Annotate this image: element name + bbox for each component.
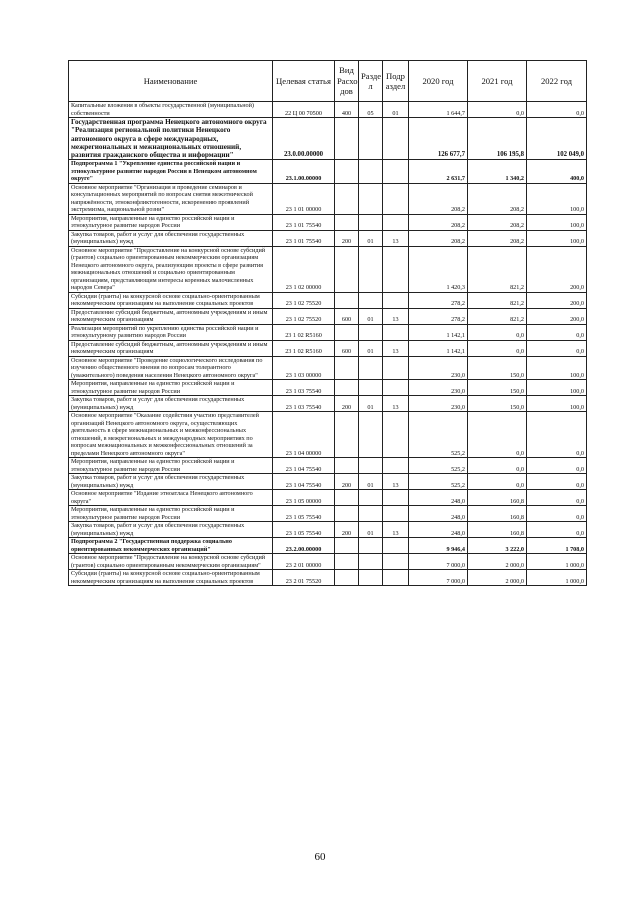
row-2020: 525,2 <box>409 412 468 458</box>
row-2021: 0,0 <box>468 412 527 458</box>
row-exp-type: 600 <box>335 340 359 356</box>
row-target: 23 1 03 00000 <box>273 356 335 380</box>
table-row <box>69 214 587 230</box>
row-target: 23 1 01 00000 <box>273 183 335 214</box>
row-2021: 0,0 <box>468 340 527 356</box>
row-2022: 400,0 <box>527 160 587 184</box>
row-2020: 1 420,3 <box>409 246 468 292</box>
table-row <box>69 412 587 458</box>
row-section: 01 <box>359 522 383 538</box>
row-target: 23.2.00.00000 <box>273 538 335 554</box>
row-name: Субсидии (гранты) на конкурсной основе социально-ориентированным некоммерческим организациям на выполнение социальных проектов <box>69 570 273 586</box>
row-2021: 821,2 <box>468 292 527 308</box>
row-2020: 230,0 <box>409 356 468 380</box>
row-name: Мероприятия, направленные на единство российской нации и этнокультурное развитие народов России <box>69 214 273 230</box>
row-2022: 0,0 <box>527 412 587 458</box>
row-subsection <box>383 118 409 160</box>
row-2021: 106 195,8 <box>468 118 527 160</box>
row-2022: 100,0 <box>527 380 587 396</box>
row-exp-type <box>335 214 359 230</box>
table-row <box>69 308 587 324</box>
row-subsection <box>383 570 409 586</box>
row-subsection <box>383 538 409 554</box>
row-2022: 0,0 <box>527 506 587 522</box>
row-2020: 525,2 <box>409 474 468 490</box>
row-subsection <box>383 412 409 458</box>
row-name: Закупка товаров, работ и услуг для обеспечения государственных (муниципальных) нужд <box>69 474 273 490</box>
row-2021: 821,2 <box>468 308 527 324</box>
row-2022: 100,0 <box>527 183 587 214</box>
table-row <box>69 570 587 586</box>
row-target: 23.0.00.00000 <box>273 118 335 160</box>
table-row <box>69 246 587 292</box>
row-2021: 0,0 <box>468 324 527 340</box>
budget-table-container <box>68 60 586 586</box>
row-subsection: 13 <box>383 474 409 490</box>
row-2021: 821,2 <box>468 246 527 292</box>
row-exp-type <box>335 183 359 214</box>
table-row <box>69 474 587 490</box>
row-2021: 0,0 <box>468 458 527 474</box>
row-name: Основное мероприятие "Предоставление на конкурсной основе субсидий (грантов) социально ориентированным некоммерческим организациям" <box>69 554 273 570</box>
row-subsection: 13 <box>383 340 409 356</box>
row-2020: 126 677,7 <box>409 118 468 160</box>
header-2020: 2020 год <box>409 61 468 102</box>
row-2021: 150,0 <box>468 380 527 396</box>
table-row <box>69 324 587 340</box>
row-section <box>359 324 383 340</box>
row-2022: 1 000,0 <box>527 554 587 570</box>
table-row <box>69 340 587 356</box>
row-target: 23 1 03 75540 <box>273 380 335 396</box>
row-section <box>359 214 383 230</box>
table-row <box>69 396 587 412</box>
row-subsection <box>383 554 409 570</box>
row-exp-type: 200 <box>335 396 359 412</box>
row-exp-type <box>335 324 359 340</box>
row-target: 23 1 04 75540 <box>273 474 335 490</box>
row-subsection: 13 <box>383 522 409 538</box>
row-target: 23 1 01 75540 <box>273 230 335 246</box>
row-2022: 200,0 <box>527 308 587 324</box>
row-section: 05 <box>359 102 383 118</box>
row-section: 01 <box>359 474 383 490</box>
header-section: Разде л <box>359 61 383 102</box>
row-target: 23 1 02 R5160 <box>273 324 335 340</box>
row-2020: 1 644,7 <box>409 102 468 118</box>
row-2021: 208,2 <box>468 214 527 230</box>
row-exp-type <box>335 292 359 308</box>
row-2022: 200,0 <box>527 246 587 292</box>
row-section <box>359 458 383 474</box>
row-name: Мероприятия, направленные на единство российской нации и этнокультурное развитие народов России <box>69 380 273 396</box>
table-row <box>69 292 587 308</box>
row-2020: 248,0 <box>409 506 468 522</box>
row-subsection <box>383 292 409 308</box>
row-section <box>359 554 383 570</box>
row-section: 01 <box>359 340 383 356</box>
row-subsection <box>383 356 409 380</box>
row-target: 23 1 01 75540 <box>273 214 335 230</box>
row-2021: 208,2 <box>468 183 527 214</box>
row-2022: 0,0 <box>527 324 587 340</box>
row-exp-type: 400 <box>335 102 359 118</box>
row-subsection: 13 <box>383 230 409 246</box>
table-row <box>69 183 587 214</box>
header-target: Целевая статья <box>273 61 335 102</box>
row-exp-type <box>335 118 359 160</box>
row-2020: 208,2 <box>409 183 468 214</box>
row-subsection <box>383 246 409 292</box>
header-2022: 2022 год <box>527 61 587 102</box>
row-section <box>359 246 383 292</box>
row-exp-type <box>335 554 359 570</box>
row-2021: 160,8 <box>468 522 527 538</box>
table-row <box>69 102 587 118</box>
row-name: Подпрограмма 1 "Укрепление единства российской нации и этнокультурное развитие народов России в Ненецком автономном округе" <box>69 160 273 184</box>
row-2021: 208,2 <box>468 230 527 246</box>
row-2022: 200,0 <box>527 292 587 308</box>
row-2020: 1 142,1 <box>409 324 468 340</box>
table-row <box>69 490 587 506</box>
row-2022: 1 000,0 <box>527 570 587 586</box>
row-2021: 160,8 <box>468 506 527 522</box>
table-row <box>69 458 587 474</box>
row-2020: 7 000,0 <box>409 554 468 570</box>
row-exp-type <box>335 246 359 292</box>
row-2021: 2 000,0 <box>468 570 527 586</box>
row-2021: 3 222,0 <box>468 538 527 554</box>
row-exp-type: 200 <box>335 522 359 538</box>
row-target: 22 Ц 00 70500 <box>273 102 335 118</box>
row-2022: 0,0 <box>527 340 587 356</box>
row-2021: 150,0 <box>468 396 527 412</box>
row-2021: 2 000,0 <box>468 554 527 570</box>
row-2020: 7 000,0 <box>409 570 468 586</box>
row-2022: 0,0 <box>527 102 587 118</box>
row-exp-type: 600 <box>335 308 359 324</box>
row-section <box>359 412 383 458</box>
row-2022: 0,0 <box>527 490 587 506</box>
row-target: 23 2 01 00000 <box>273 554 335 570</box>
row-2020: 1 142,1 <box>409 340 468 356</box>
row-2020: 230,0 <box>409 380 468 396</box>
row-2020: 248,0 <box>409 522 468 538</box>
row-exp-type <box>335 570 359 586</box>
header-2021: 2021 год <box>468 61 527 102</box>
page-number: 60 <box>314 851 326 863</box>
row-2022: 100,0 <box>527 230 587 246</box>
row-name: Основное мероприятие "Проведение социологического исследования по изучению общественного мнения по вопросам толерантного (уважительного) поведения населения Ненецкого автономного округа" <box>69 356 273 380</box>
row-2021: 1 340,2 <box>468 160 527 184</box>
row-exp-type: 200 <box>335 230 359 246</box>
row-target: 23 1 02 75520 <box>273 292 335 308</box>
row-section <box>359 118 383 160</box>
row-exp-type <box>335 458 359 474</box>
row-2021: 0,0 <box>468 474 527 490</box>
row-name: Предоставление субсидий бюджетным, автономным учреждениям и иным некоммерческим организациям <box>69 308 273 324</box>
row-target: 23 1 04 00000 <box>273 412 335 458</box>
row-2021: 0,0 <box>468 102 527 118</box>
row-name: Предоставление субсидий бюджетным, автономным учреждениям и иным некоммерческим организациям <box>69 340 273 356</box>
row-2022: 102 049,0 <box>527 118 587 160</box>
row-2020: 208,2 <box>409 214 468 230</box>
row-exp-type <box>335 538 359 554</box>
row-name: Основное мероприятие "Издание этноатласа Ненецкого автономного округа" <box>69 490 273 506</box>
row-exp-type <box>335 356 359 380</box>
row-2022: 0,0 <box>527 474 587 490</box>
table-row <box>69 356 587 380</box>
row-2020: 9 946,4 <box>409 538 468 554</box>
row-target: 23 1 02 75520 <box>273 308 335 324</box>
row-name: Закупка товаров, работ и услуг для обеспечения государственных (муниципальных) нужд <box>69 230 273 246</box>
row-subsection: 13 <box>383 308 409 324</box>
row-section <box>359 292 383 308</box>
row-section: 01 <box>359 230 383 246</box>
row-2022: 100,0 <box>527 396 587 412</box>
row-name: Субсидии (гранты) на конкурсной основе социально-ориентированным некоммерческим организациям на выполнение социальных проектов <box>69 292 273 308</box>
row-subsection <box>383 324 409 340</box>
row-name: Закупка товаров, работ и услуг для обеспечения государственных (муниципальных) нужд <box>69 396 273 412</box>
row-subsection: 13 <box>383 396 409 412</box>
row-section <box>359 380 383 396</box>
row-target: 23.1.00.00000 <box>273 160 335 184</box>
row-name: Мероприятия, направленные на единство российской нации и этнокультурное развитие народов России <box>69 506 273 522</box>
row-subsection <box>383 506 409 522</box>
table-row <box>69 554 587 570</box>
row-target: 23 1 04 75540 <box>273 458 335 474</box>
row-2022: 100,0 <box>527 356 587 380</box>
table-body <box>69 102 587 586</box>
row-subsection <box>383 458 409 474</box>
table-row <box>69 522 587 538</box>
row-name: Основное мероприятие "Предоставление на конкурсной основе субсидий (грантов) социально ориентированным некоммерческим организациям Ненецкого автономного округа, реализующим проекты в сфере развития межнациональных отношений и социально ориентированным организациям, представляющим интересы коренных малочисленных народов Севера" <box>69 246 273 292</box>
row-section: 01 <box>359 308 383 324</box>
row-exp-type <box>335 160 359 184</box>
row-2022: 1 708,0 <box>527 538 587 554</box>
row-name: Государственная программа Ненецкого автономного округа "Реализация региональной политики Ненецкого автономного округа в сфере международных, межрегиональных и межнациональных отношений, развития гражданского общества и информации" <box>69 118 273 160</box>
budget-table <box>68 60 587 586</box>
row-2020: 525,2 <box>409 458 468 474</box>
row-section <box>359 538 383 554</box>
row-target: 23 1 03 75540 <box>273 396 335 412</box>
row-subsection <box>383 183 409 214</box>
row-subsection: 01 <box>383 102 409 118</box>
row-section <box>359 570 383 586</box>
row-exp-type <box>335 412 359 458</box>
table-row <box>69 506 587 522</box>
table-row <box>69 230 587 246</box>
row-subsection <box>383 490 409 506</box>
row-exp-type <box>335 490 359 506</box>
row-subsection <box>383 380 409 396</box>
row-2020: 230,0 <box>409 396 468 412</box>
row-2022: 0,0 <box>527 522 587 538</box>
row-target: 23 2 01 75520 <box>273 570 335 586</box>
row-name: Мероприятия, направленные на единство российской нации и этнокультурное развитие народов России <box>69 458 273 474</box>
row-2020: 278,2 <box>409 292 468 308</box>
row-name: Основное мероприятие "Оказание содействия участию представителей организаций Ненецкого автономного округа, осуществляющих деятельность в сфере межнациональных и межконфессиональных отношений, в межрегиональных и международных мероприятиях по вопросам межнациональных и межконфессиональных отношений за пределами Ненецкого автономного округа" <box>69 412 273 458</box>
row-target: 23 1 02 00000 <box>273 246 335 292</box>
row-2022: 100,0 <box>527 214 587 230</box>
header-name: Наименование <box>69 61 273 102</box>
row-section <box>359 506 383 522</box>
row-subsection <box>383 160 409 184</box>
row-name: Реализация мероприятий по укреплению единства российской нации и этнокультурному развитию народов России <box>69 324 273 340</box>
row-section <box>359 183 383 214</box>
row-exp-type <box>335 380 359 396</box>
row-2020: 2 631,7 <box>409 160 468 184</box>
row-2021: 150,0 <box>468 356 527 380</box>
row-target: 23 1 05 75540 <box>273 506 335 522</box>
row-2022: 0,0 <box>527 458 587 474</box>
row-exp-type: 200 <box>335 474 359 490</box>
row-section <box>359 160 383 184</box>
table-row-program <box>69 118 587 160</box>
row-name: Закупка товаров, работ и услуг для обеспечения государственных (муниципальных) нужд <box>69 522 273 538</box>
row-section <box>359 490 383 506</box>
table-header-row <box>69 61 587 102</box>
row-name: Капитальные вложения в объекты государственной (муниципальной) собственности <box>69 102 273 118</box>
table-row-subprogram <box>69 160 587 184</box>
row-name: Основное мероприятие "Организация и проведение семинаров и консультационных мероприятий по вопросам снятия межэтнической напряжённости, этноконфликтогенности, искоренению проявлений экстремизма, национальной розни" <box>69 183 273 214</box>
table-row-subprogram <box>69 538 587 554</box>
row-target: 23 1 05 00000 <box>273 490 335 506</box>
row-2021: 160,8 <box>468 490 527 506</box>
header-exp-type: Вид Расхо дов <box>335 61 359 102</box>
row-exp-type <box>335 506 359 522</box>
row-2020: 278,2 <box>409 308 468 324</box>
row-target: 23 1 05 75540 <box>273 522 335 538</box>
row-section <box>359 356 383 380</box>
row-subsection <box>383 214 409 230</box>
table-row <box>69 380 587 396</box>
row-section: 01 <box>359 396 383 412</box>
header-subsection: Подр аздел <box>383 61 409 102</box>
row-2020: 208,2 <box>409 230 468 246</box>
row-name: Подпрограмма 2 "Государственная поддержка социально ориентированных некоммерческих организаций" <box>69 538 273 554</box>
row-2020: 248,0 <box>409 490 468 506</box>
row-target: 23 1 02 R5160 <box>273 340 335 356</box>
